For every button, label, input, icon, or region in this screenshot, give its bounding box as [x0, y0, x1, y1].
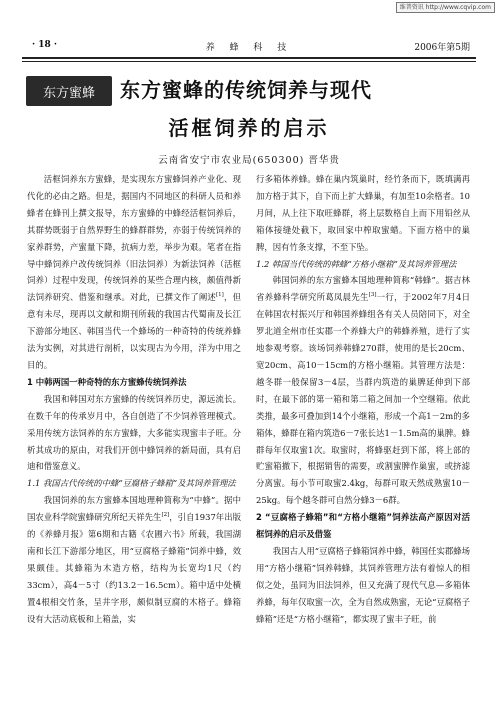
paragraph: 我国古人用“豆腐格子蜂箱饲养中蜂，韩国任实郡蜂场用“方格小继箱”饲养韩蜂，其饲养管理方法有着惊人的相似之处，虽同为旧法饲养，但又充满了现代气息—多箱体养蜂，每年仅取蜜一次，全为自然成熟蜜，无论“豆腐格子蜂箱”还是“方格小继箱”，都实现了蜜丰子旺，前 [256, 545, 470, 624]
article-title-line2: 活框饲养的启示 [168, 116, 330, 140]
paragraph: 我国饲养的东方蜜蜂本国地理种简称为“中蜂”。据中国农业科学院蜜蜂研究所纪天祥先生[2]，引自1937年出版的《养蜂月报》第6期和古籍《农圃六书》所载，我国湖南和长江下游部分地区，用“豆腐格子蜂箱”饲养中蜂，效果颇佳。其蜂箱为木造方格，结构为长宽均1尺（约33cm），高4－5寸（约13.2－16.5cm）。箱中适中处横置4根相交竹条，呈井字形，颇似制豆腐的木格子。蜂箱设有大活动底板和上箱盖，实 [27, 495, 241, 624]
citation: [3] [368, 292, 377, 299]
section-heading: 1 中韩两国一种奇特的东方蜜蜂传统饲养法 [27, 376, 187, 387]
watermark: 维普资讯 http://www.cqvip.com [396, 2, 495, 13]
section-heading: 2 “豆腐格子蜂箱”和“方格小继箱”饲养法高产原因对活框饲养的启示及借鉴 [256, 512, 470, 540]
citation: [2] [161, 512, 170, 519]
journal-name: 养 蜂 科 技 [205, 43, 293, 53]
citation: [1] [216, 292, 224, 299]
subsection-heading: 1.2 韩国当代传统的韩蜂“方格小继箱”及其饲养管理法 [256, 258, 457, 269]
header-rule [22, 57, 476, 59]
author-byline: 云南省安宁市农业局(650300) 晋华贵 [158, 155, 340, 166]
paragraph: 我国和韩国对东方蜜蜂的传统饲养历史，源远流长。在数千年的传承岁月中，各自创造了不少饲养管理模式。采用传统方法饲养的东方蜜蜂，大多能实现蜜丰子旺。分析其成功的原由，对我们开创中蜂饲养的新局面，具有启迪和借鉴意义。 [27, 393, 241, 472]
header-rule-thin [22, 61, 476, 62]
subsection-heading: 1.1 我国古代传统的中蜂“豆腐格子蜂箱”及其饲养管理法 [27, 478, 236, 489]
left-column [27, 171, 241, 627]
running-header [22, 40, 476, 54]
page-number: · 18 · [32, 40, 58, 50]
issue-label: 2006年第5期 [414, 43, 470, 53]
paragraph: 行多箱体养蜂。蜂在巢内筑巢时，经竹条而下，既填满再加方格于其下，自下而上扩大蜂巢，有加至10余格者。10月间，从上往下取旺蜂群，将上层数格自上而下用铅丝从箱体接缝处截下，取回家中榨取蜜蜡。下面方格中的巢脾，因有竹条支撑，不至下坠。 [256, 174, 470, 252]
right-column [256, 171, 470, 627]
column-tag: 东方蜜蜂 [26, 76, 112, 106]
paragraph: 韩国饲养的东方蜜蜂本国地理种简称“韩蜂”。据吉林省养蜂科学研究所葛凤晨先生[3]一行，于2002年7月4日在韩国农村振兴厅和韩国养蜂组各有关人员陪同下，对全罗北道全州市任实郡一个养蜂大户的韩蜂养殖，进行了实地参观考察。该场饲养韩蜂270群，使用的是长20cm、宽20cm、高10－15cm的方格小继箱。其管理方法是：越冬群一般保留3－4层，当群内筑造的巢脾延伸到下部时，在最下部的第一箱和第二箱之间加一个空继箱。依此类推，最多可叠加到14个小继箱，形成一个高1－2m的多箱体，蜂群在箱内筑造6－7张长达1－1.5m高的巢脾。蜂群每年仅取蜜1次。取蜜时，将蜂驱赶到下部，将上部的贮蜜箱撤下，根据销售的需要，或割蜜脾作巢蜜，或挤滤分离蜜。每小节可取蜜2.4kg，每群可取天然成熟蜜10－25kg。每个越冬群可自然分蜂3－6群。 [256, 275, 470, 506]
paragraph: 活框饲养东方蜜蜂，是实现东方蜜蜂饲养产业化、现代化的必由之路。但是，据国内不同地区的科研人员和养蜂者在蜂刊上撰文报导，东方蜜蜂的中蜂经活框饲养后，其群势既弱于自然界野生的蜂群群势，亦弱于传统饲养的家养群势，产蜜量下降，抗病力差，举步为艰。笔者在指导中蜂饲养户改传统饲养（旧法饲养）为新法饲养（活框饲养）过程中发现，传统饲养的某些合理内核，颇值得新法饲养研究、借鉴和继承。对此，已撰文作了阐述[1]，但意有未尽，现再以文献和期刊所载的我国古代蜀南及长江下游部分地区、韩国当代一个蜂场的一种奇特的传统养蜂法为实例，对其进行剖析，以实现古为今用，洋为中用之目的。 [27, 174, 242, 370]
article-title-line1: 东方蜜蜂的传统饲养与现代 [120, 78, 372, 102]
